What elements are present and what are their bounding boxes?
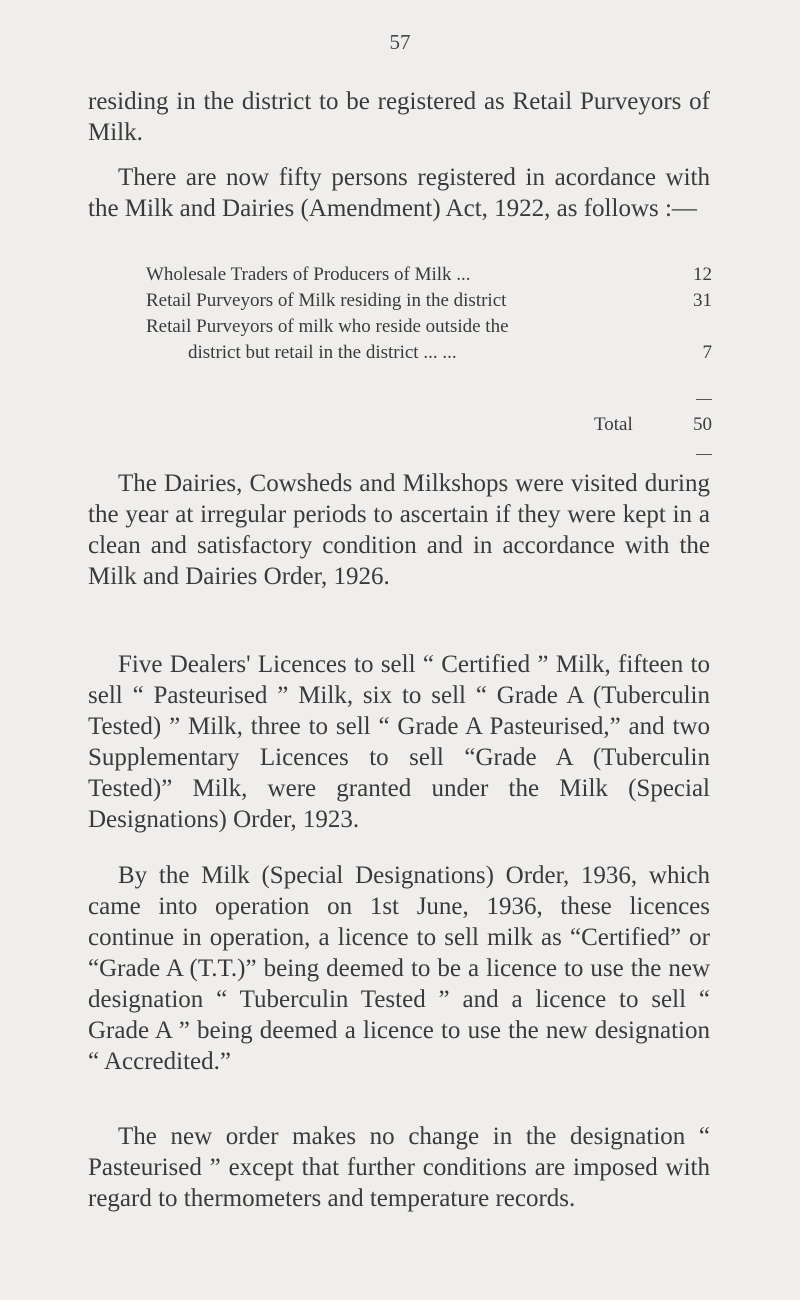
table-row [146,262,712,288]
total-rule [696,454,712,455]
table-row [146,340,712,366]
paragraph-intro: residing in the district to be registered as Retail Purveyors of Milk. [88,88,710,146]
registration-table [146,262,712,435]
row-label: Retail Purveyors of Milk residing in the district [146,290,507,311]
row-label: Retail Purveyors of milk who reside outside the [146,316,509,337]
total-value: 50 [693,414,712,435]
row-label: district but retail in the district ... ... [188,342,457,363]
table-row [146,288,712,314]
total-label: Total [594,414,633,435]
row-value: 12 [693,264,712,285]
total-row [146,412,712,438]
row-value: 7 [702,342,712,363]
paragraph-order-1936: By the Milk (Special Designations) Order, 1936, which came into operation on 1st June, 1936, these licences continue in operation, a licence to sell milk as “Certified” or “Grade A (T.T.)” being deemed to be a licence to use the new designation “ Tuberculin Tested ” and a licence to sell “ Grade A ” being deemed a licence to use the new designation “ Accredited.” [88,862,710,1075]
paragraph-registered-persons: There are now fifty persons registered in acordance with the Milk and Dairies (Amendment) Act, 1922, as follows :— [88,164,710,222]
paragraph-pasteurised: The new order makes no change in the designation “ Pasteurised ” except that further conditions are imposed with regard to thermometers and temperature records. [88,1123,710,1212]
page-number: 57 [389,30,411,54]
row-label: Wholesale Traders of Producers of Milk ... [146,264,471,285]
table-row [146,314,712,340]
paragraph-inspections: The Dairies, Cowsheds and Milkshops were visited during the year at irregular periods to ascertain if they were kept in a clean and satisfactory condition and in accordance with the Milk and Dairies Order, 1926. [88,470,710,590]
subtotal-rule [696,399,712,400]
row-value: 31 [693,290,712,311]
paragraph-licences: Five Dealers' Licences to sell “ Certified ” Milk, fifteen to sell “ Pasteurised ” Milk, six to sell “ Grade A (Tuberculin Tested) ” Milk, three to sell “ Grade A Pasteurised,” and two Supplementary Licences to sell “Grade A (Tuberculin Tested)” Milk, were granted under the Milk (Special Designations) Order, 1923. [88,651,710,833]
